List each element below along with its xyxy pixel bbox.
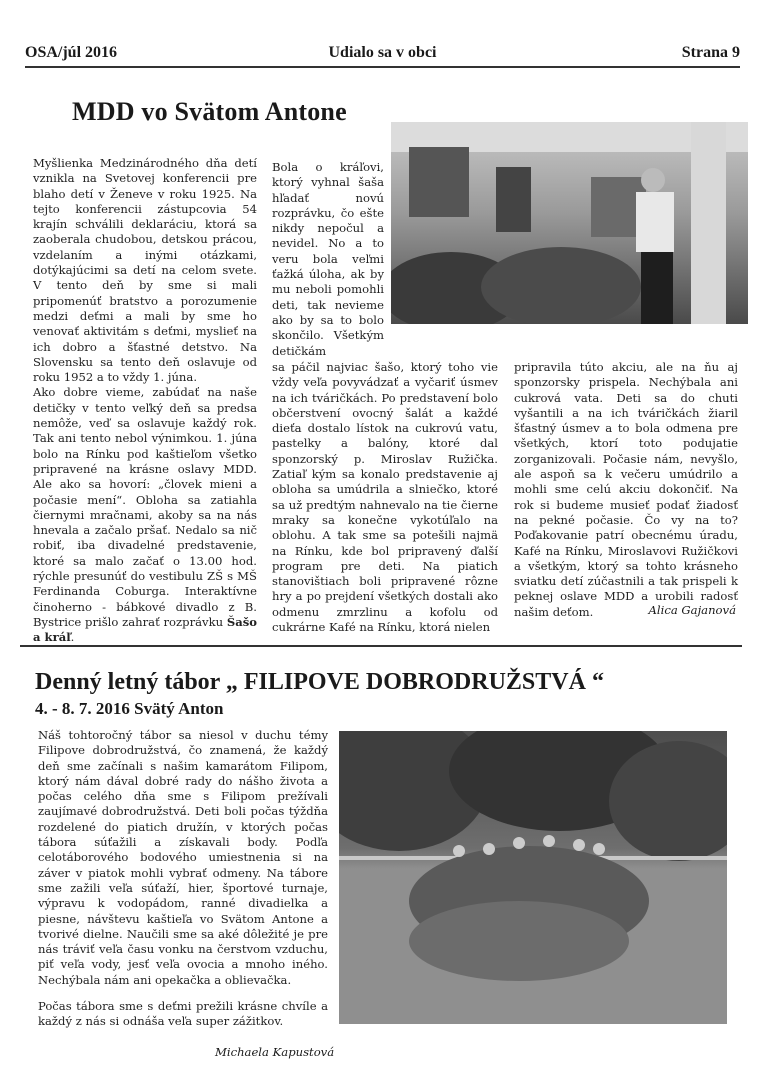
article2-title: Denný letný tábor „ FILIPOVE DOBRODRUŽSTVÁ “ [35,669,604,695]
article1-text-end: . [70,630,75,645]
section-divider [20,645,742,647]
header-page-number: Strana 9 [681,44,740,61]
article2-paragraph: Náš tohtoročný tábor sa niesol v duchu témy Filipove dobrodružstvá, čo znamená, že každý deň sme začínali s našim kamarátom Filipom, ktorý nám dával dobré rady do nášho života a počas celého dňa sme s Filipom prežívali zaujímavé dobrodružstvá. Deti boli počas týždňa rozdelené do piatich družín, v ktorých počas tábora súťažili a získavali body. Podľa celotáborového bodového umiestnenia si na záver v piatok mohli vybrať odmeny. Na tábore sme zažili veľa súťaží, hier, športové turnaje, výpravu k vodopádom, ranné divadielka a piesne, návštevu kaštieľa vo Svätom Antone a tvorivé dielne. Naučili sme sa aké dôležité je pre nás tráviť veľa času vonku na čerstvom vzduchu, piť veľa vody, jesť veľa ovocia a mnoho iného. Nechýbala nám ani opekačka a oblievačka. [38,728,328,987]
article1-column2-bottom: sa páčil najviac šašo, ktorý toho vie vždy veľa povyvádzať a vyčariť úsmev na ich tváričkách. Po predstavení bolo občerstvení ovocný šalát a každé dieťa dostalo lístok na cukrovú vatu, pastelky a balóny, ktoré dal sponzorský p. Miroslav Ružička. Zatiaľ kým sa konalo predstavenie aj obloha sa umúdrila a slniečko, ktoré sa už predtým nahnevalo na tie čierne mraky sa konečne vykotúľalo na oblohu. A tak sme sa potešili najmä na Rínku, kde bol pripravený ďalší program pre deti. Na piatich stanovištiach boli pripravené rôzne hry a po prejdení všetkých dostali ako odmenu zmrzlinu a kofolu od cukrárne Kafé na Rínku, ktorá nielen [272,360,498,635]
article1-author: Alica Gajanová [648,603,736,617]
article2-paragraph: Počas tábora sme s deťmi prežili krásne chvíle a každý z nás si odnáša veľa super zážitkov. [38,999,328,1029]
article1-paragraph [33,385,257,645]
article2-author: Michaela Kapustová [215,1045,335,1059]
article1-paragraph: Myšlienka Medzinárodného dňa detí vznikla na Svetovej konferencii pre blaho detí v Ženeve v roku 1925. Na tejto konferencii zástupcovia 54 krajín schválili deklaráciu, ktorá sa zaoberala chudobou, detskou prácou, vzdelaním a inými otázkami, dotýkajúcimi sa detí na celom svete. V tento deň by sme si mali pripomenúť bratstvo a porozumenie medzi deťmi a mali by sme ho venovať aktivitám s deťmi, myslieť na ich dobro a šťastné detstvo. Na Slovensku sa tento deň oslavuje od roku 1952 a to vždy 1. júna. [33,156,257,385]
page-header [25,44,740,68]
photo-camp-group-image [339,731,727,1024]
article2-subtitle: 4. - 8. 7. 2016 Svätý Anton [35,699,224,718]
article1-text: Ako dobre vieme, zabúdať na naše detičky v tento veľký deň sa predsa nemôže, veď sa oslavuje každý rok. Tak ani tento nebol výnimkou. 1. júna bolo na Rínku pod kaštieľom všetko pripravené na krásne oslavy MDD. Ale ako sa hovorí: „človek mieni a počasie mení“. Obloha sa zatiahla čiernymi mračnami, akoby sa na nás hnevala a začalo pršať. Nedalo sa nič robiť, iba divadelné predstavenie, ktoré sa malo začať o 13.00 hod. rýchle presunúť do vestibulu ZŠ s MŠ Ferdinanda Coburga. Interaktívne činoherno - bábkové divadlo z B. Bystrice prišlo zahrať rozprávku [33,385,257,629]
header-section: Udialo sa v obci [328,44,437,61]
photo-puppet-theatre-image [391,122,748,324]
header-issue: OSA/júl 2016 [25,44,118,61]
article1-column3: pripravila túto akciu, ale na ňu aj sponzorsky prispela. Nechýbala ani cukrová vata. Deti sa do chuti vyšantili a na ich tváričkách žiaril šťastný úsmev a to bola odmena pre všetkých, ktorí toto podujatie zorganizovali. Počasie nám, nevyšlo, ale aspoň sa k večeru umúdrilo a mohli sme celú akciu dokončiť. Na rok si budeme musieť podať žiadosť na pekné počasie. Čo vy na to? Poďakovanie patrí obecnému úradu, Kafé na Rínku, Miroslavovi Ružičkovi a všetkým, ktorý sa tohto krásneho sviatku detí zúčastnili a tak prispeli k peknej oslave MDD a urobili radosť našim deťom. [514,360,738,619]
photo-puppet-theatre [391,122,748,324]
article2-body [38,728,328,1030]
play-title: Šašo a kráľ [33,614,257,645]
article1-title: MDD vo Svätom Antone [72,97,347,126]
article1-column1 [33,156,257,646]
photo-camp-group [339,731,727,1024]
article1-column2-top: Bola o kráľovi, ktorý vyhnal šaša hľadať novú rozprávku, čo ešte nikdy nepočul a nevidel. No a to veru bola veľmi ťažká úloha, ak by mu neboli pomohli deti, tak nevieme ako by sa to bolo skončilo. Všetkým detičkám [272,160,384,358]
